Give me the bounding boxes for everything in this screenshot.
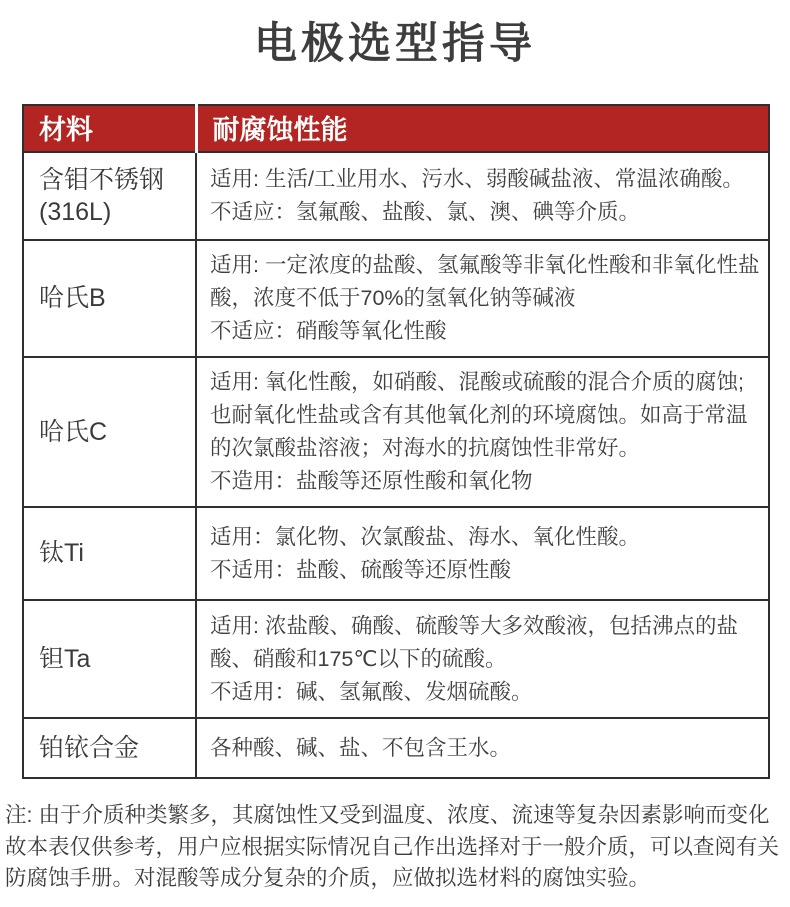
not-suitable-text: 不适用：盐酸、硫酸等还原性酸: [210, 557, 512, 582]
not-suitable-text: 不适应：氢氟酸、盐酸、氯、澳、碘等介质。: [210, 200, 641, 224]
material-name: 含钼不锈钢(316L): [23, 152, 196, 240]
not-suitable-text: 不造用：盐酸等还原性酸和氧化物: [210, 469, 533, 493]
not-suitable-text: 不适应：硝酸等氧化性酸: [210, 319, 447, 343]
table-row-platinum-iridium: [23, 718, 769, 778]
suitable-text: 各种酸、碱、盐、不包含王水。: [210, 735, 512, 760]
footnote-line: 注: 由于介质种类繁多，其腐蚀性又受到温度、浓度、流速等复杂因素影响而变化: [5, 803, 770, 827]
suitable-text: 适用: 氧化性酸，如硝酸、混酸或硫酸的混合介质的腐蚀; 也耐氧化性盐或含有其他氧化剂的环境腐蚀。如高于常温的次氯酸盐溶液；对海水的抗腐蚀性非常好。: [210, 370, 748, 460]
suitable-text: 适用：氯化物、次氯酸盐、海水、氧化性酸。: [210, 524, 641, 549]
material-name: 铂铱合金: [23, 718, 196, 778]
table-header: [23, 105, 769, 152]
suitable-text: 适用: 浓盐酸、确酸、硫酸等大多效酸液，包括沸点的盐酸、硝酸和175℃以下的硫酸。: [210, 613, 738, 671]
page-title: 电极选型指导: [254, 20, 536, 68]
table-row-316l-stainless: [23, 152, 769, 240]
header-row: [23, 105, 769, 152]
material-name: 钛Ti: [23, 507, 196, 600]
table-row-hastelloy-b: [23, 240, 769, 357]
column-header-corrosion-resistance: 耐腐蚀性能: [196, 105, 769, 152]
material-name: 钽Ta: [23, 600, 196, 718]
suitable-text: 适用: 一定浓度的盐酸、氢氟酸等非氧化性酸和非氧化性盐酸，浓度不低于70%的氢氧化钠等碱液: [210, 253, 760, 310]
table-row-titanium: [23, 507, 769, 600]
performance-cell: [196, 600, 769, 718]
material-name: 哈氏B: [23, 240, 196, 357]
not-suitable-text: 不适用：碱、氢氟酸、发烟硫酸。: [210, 679, 533, 704]
footnote-line: 防腐蚀手册。对混酸等成分复杂的介质，应做拟选材料的腐蚀实验。: [5, 866, 651, 890]
material-name: 哈氏C: [23, 357, 196, 507]
footnote-line: 故本表仅供参考，用户应根据实际情况自己作出选择对于一般介质，可以查阅有关: [5, 834, 780, 859]
footnote: [5, 800, 788, 895]
performance-cell: [196, 357, 769, 507]
performance-cell: [196, 240, 769, 357]
table-row-tantalum: [23, 600, 769, 718]
table-row-hastelloy-c: [23, 357, 769, 507]
performance-cell: [196, 152, 769, 240]
performance-cell: [196, 718, 769, 778]
performance-cell: [196, 507, 769, 600]
electrode-material-table: [22, 104, 770, 779]
column-header-material: 材料: [23, 105, 196, 152]
suitable-text: 适用: 生活/工业用水、污水、弱酸碱盐液、常温浓确酸。: [210, 167, 744, 191]
